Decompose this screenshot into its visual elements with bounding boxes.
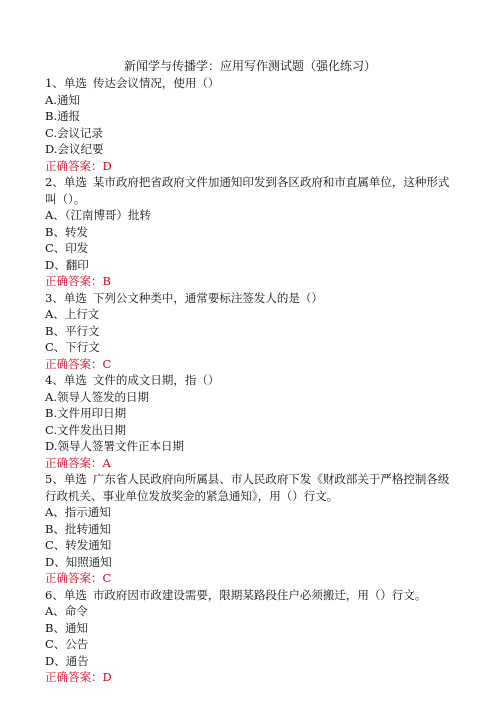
option-c: C、公告	[45, 637, 89, 651]
option-a: A、命令	[45, 604, 88, 618]
document-title: 新闻学与传播学：应用写作测试题（强化练习）	[123, 59, 376, 73]
option-a: A、上行文	[45, 307, 100, 321]
option-d: D、翻印	[45, 257, 89, 272]
option-d: D.会议纪要	[45, 142, 104, 156]
question-text: 广东省人民政府向所属县、市人民政府下发《财政部关于严格控制各级行政机关、事业单位发放奖金的紧急通知》，用（）行文。	[45, 472, 450, 503]
question-text: 文件的成文日期，指（）	[92, 373, 220, 387]
option-c: C.文件发出日期	[45, 422, 127, 437]
answer-label: 正确答案：	[45, 274, 103, 288]
option-b: B.通报	[45, 109, 81, 123]
question-type: 单选	[63, 76, 87, 90]
option-c: C、转发通知	[45, 538, 112, 552]
answer-label: 正确答案：	[45, 356, 103, 371]
question-6	[45, 587, 457, 686]
question-number: 3、	[45, 290, 64, 305]
question-2	[45, 174, 457, 290]
question-type: 单选	[63, 373, 87, 387]
option-b: B、转发	[45, 224, 88, 239]
answer-label: 正确答案：	[45, 571, 103, 585]
answer-value: C	[102, 356, 112, 371]
option-c: C、印发	[45, 241, 89, 255]
option-a: A.领导人签发的日期	[45, 389, 149, 404]
correct-answer	[45, 669, 457, 686]
question-text: 市政府因市政建设需要，限期某路段住户必须搬迁，用（）行文。	[92, 587, 427, 602]
option-b: B、通知	[45, 620, 88, 635]
question-1	[45, 75, 457, 174]
option-a: A、指示通知	[45, 505, 111, 519]
answer-value: C	[102, 571, 112, 585]
question-type: 单选	[63, 175, 87, 189]
option-d: D、通告	[45, 653, 89, 668]
correct-answer	[45, 356, 457, 373]
option-b: B、批转通知	[45, 521, 111, 536]
question-type: 单选	[63, 290, 87, 305]
correct-answer	[45, 273, 457, 290]
question-stem	[45, 471, 457, 504]
answer-label: 正确答案：	[45, 158, 103, 173]
question-type: 单选	[63, 472, 87, 486]
option-c: C、下行文	[45, 340, 100, 354]
answer-label: 正确答案：	[45, 455, 103, 470]
question-5	[45, 471, 457, 587]
question-text: 下列公文种类中，通常要标注签发人的是（）	[92, 290, 323, 305]
question-number: 1、	[45, 76, 64, 90]
question-text: 传达会议情况，使用（）	[92, 76, 220, 90]
question-number: 2、	[45, 175, 64, 189]
correct-answer	[45, 158, 457, 175]
option-b: B、平行文	[45, 323, 100, 338]
question-number: 4、	[45, 373, 64, 387]
answer-value: A	[102, 455, 111, 470]
question-3	[45, 290, 457, 373]
option-d: D、知照通知	[45, 554, 112, 569]
question-number: 5、	[45, 472, 64, 486]
answer-value: B	[102, 274, 111, 288]
option-d: D.领导人签署文件正本日期	[45, 439, 184, 453]
answer-value: D	[102, 670, 112, 684]
question-stem	[45, 75, 457, 92]
question-stem	[45, 174, 457, 207]
question-number: 6、	[45, 587, 64, 602]
correct-answer	[45, 455, 457, 472]
question-text: 某市政府把省政府文件加通知印发到各区政府和市直属单位，这种形式叫（）。	[45, 175, 450, 206]
question-stem	[45, 587, 457, 604]
question-stem	[45, 372, 457, 389]
question-list	[45, 75, 457, 686]
question-4	[45, 372, 457, 471]
option-a: A.通知	[45, 92, 80, 107]
answer-label: 正确答案：	[45, 670, 103, 684]
question-type: 单选	[63, 587, 87, 602]
option-a: A、（江南博哥）批转	[45, 208, 152, 222]
option-b: B.文件用印日期	[45, 406, 127, 420]
question-stem	[45, 290, 457, 307]
answer-value: D	[102, 158, 112, 173]
correct-answer	[45, 570, 457, 587]
option-c: C.会议记录	[45, 125, 104, 140]
